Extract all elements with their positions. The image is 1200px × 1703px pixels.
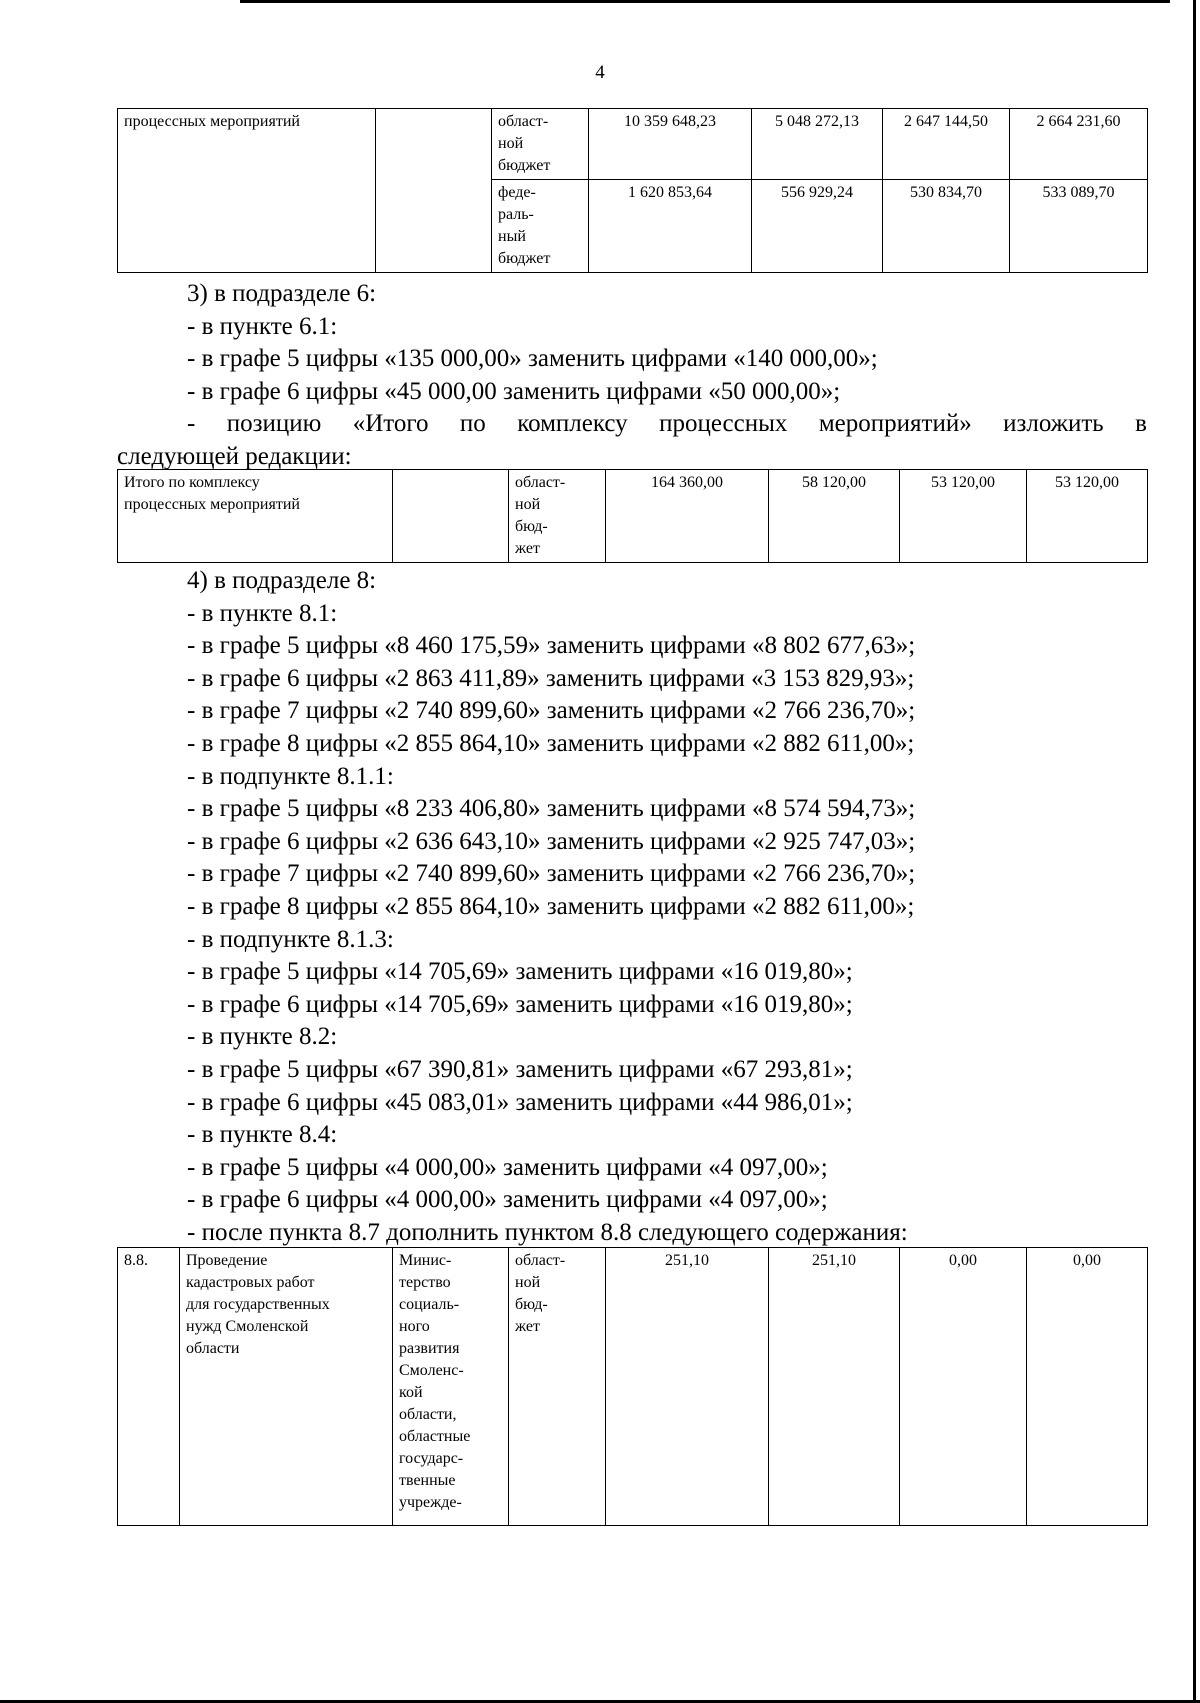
table-row: [118, 470, 1148, 563]
cell-value: 53 120,00: [1027, 470, 1148, 563]
cell-source: феде- раль- ный бюджет: [492, 180, 589, 273]
text-line: - в подпункте 8.1.3:: [187, 925, 394, 953]
cell-value: 0,00: [900, 1248, 1027, 1526]
table-total: [117, 469, 1148, 563]
text-line: - в пункте 8.2:: [187, 1023, 338, 1051]
cell-value: 164 360,00: [606, 470, 769, 563]
page-number: 4: [595, 62, 605, 83]
cell-value: 251,10: [769, 1248, 900, 1526]
cell-value: 10 359 648,23: [589, 109, 752, 180]
text-line: - в подпункте 8.1.1:: [187, 762, 394, 790]
text-line: 3) в подразделе 6:: [187, 280, 377, 307]
scan-right-border: [1193, 0, 1196, 1703]
cell-value: 533 089,70: [1010, 180, 1148, 273]
word: мероприятий»: [818, 410, 972, 438]
text-line: - в графе 6 цифры «14 705,69» заменить цифрами «16 019,80»;: [187, 990, 853, 1018]
text-line: - в графе 7 цифры «2 740 899,60» заменить цифрами «2 766 236,70»;: [187, 697, 916, 725]
table-row: [118, 109, 1148, 180]
cell-executor: [376, 109, 492, 273]
text-line: - в графе 6 цифры «2 863 411,89» заменить цифрами «3 153 829,93»;: [187, 664, 915, 692]
cell-value: 58 120,00: [769, 470, 900, 563]
text-line: 4) в подразделе 8:: [187, 567, 377, 594]
text-line: - в графе 6 цифры «2 636 643,10» заменить цифрами «2 925 747,03»;: [187, 827, 916, 855]
text-line: - в графе 5 цифры «8 233 406,80» заменить цифрами «8 574 594,73»;: [187, 795, 916, 823]
text-line: - в графе 7 цифры «2 740 899,60» заменить цифрами «2 766 236,70»;: [187, 860, 916, 888]
text-line: - в графе 8 цифры «2 855 864,10» заменить цифрами «2 882 611,00»;: [187, 892, 915, 920]
cell-value: 2 647 144,50: [883, 109, 1010, 180]
cell-value: 251,10: [606, 1248, 769, 1526]
section-6-changes: [117, 278, 1147, 474]
cell-value: 530 834,70: [883, 180, 1010, 273]
word: изложить: [1003, 410, 1104, 438]
cell-source: област- ной бюджет: [492, 109, 589, 180]
scan-top-border: [240, 0, 1170, 3]
justified-line: [187, 408, 1147, 441]
text-line: - в графе 5 цифры «67 390,81» заменить цифрами «67 293,81»;: [187, 1055, 853, 1083]
cell-value: 2 664 231,60: [1010, 109, 1148, 180]
text-line: - после пункта 8.7 дополнить пунктом 8.8 следующего содержания:: [187, 1218, 908, 1246]
word: -: [187, 410, 196, 438]
table-continuation: [117, 108, 1148, 273]
cell-source: област- ной бюд- жет: [509, 470, 606, 563]
cell-value: 5 048 272,13: [752, 109, 883, 180]
word: комплексу: [517, 410, 628, 438]
cell-value: 556 929,24: [752, 180, 883, 273]
text-line: - в пункте 8.4:: [187, 1121, 338, 1149]
cell-value: 1 620 853,64: [589, 180, 752, 273]
table-item-8-8: [117, 1247, 1148, 1526]
text-line: - в графе 5 цифры «135 000,00» заменить цифрами «140 000,00»;: [187, 345, 878, 373]
text-line: следующей редакции:: [117, 442, 352, 470]
text-line: - в графе 5 цифры «8 460 175,59» заменить цифрами «8 802 677,63»;: [187, 632, 916, 660]
cell-executor: [393, 470, 509, 563]
cell-value: 0,00: [1027, 1248, 1148, 1526]
cell-name: Проведение кадастровых работ для государственных нужд Смоленской области: [180, 1248, 393, 1526]
section-8-changes: [117, 565, 1147, 1249]
word: позицию: [226, 410, 322, 438]
text-line: - в пункте 8.1:: [187, 599, 338, 627]
word: «Итого: [352, 410, 429, 438]
cell-source: област- ной бюд- жет: [509, 1248, 606, 1526]
text-line: - в графе 5 цифры «4 000,00» заменить цифрами «4 097,00»;: [187, 1153, 828, 1181]
text-line: - в графе 8 цифры «2 855 864,10» заменить цифрами «2 882 611,00»;: [187, 729, 915, 757]
text-line: - в графе 6 цифры «4 000,00» заменить цифрами «4 097,00»;: [187, 1186, 828, 1214]
cell-value: 53 120,00: [900, 470, 1027, 563]
cell-name: процессных мероприятий: [118, 109, 376, 273]
table-row: [118, 1248, 1148, 1526]
cell-executor: Минис- терство социаль- ного развития Смоленс- кой области, областные государс- твенные учрежде-: [393, 1248, 509, 1526]
cell-number: 8.8.: [118, 1248, 180, 1526]
text-line: - в графе 6 цифры «45 083,01» заменить цифрами «44 986,01»;: [187, 1088, 853, 1116]
text-line: - в графе 6 цифры «45 000,00 заменить цифрами «50 000,00»;: [187, 377, 841, 405]
text-line: - в графе 5 цифры «14 705,69» заменить цифрами «16 019,80»;: [187, 958, 853, 986]
word: в: [1135, 410, 1147, 438]
cell-name: Итого по комплексу процессных мероприятий: [118, 470, 393, 563]
text-line: - в пункте 6.1:: [187, 312, 338, 340]
word: по: [459, 410, 486, 438]
word: процессных: [659, 410, 788, 438]
